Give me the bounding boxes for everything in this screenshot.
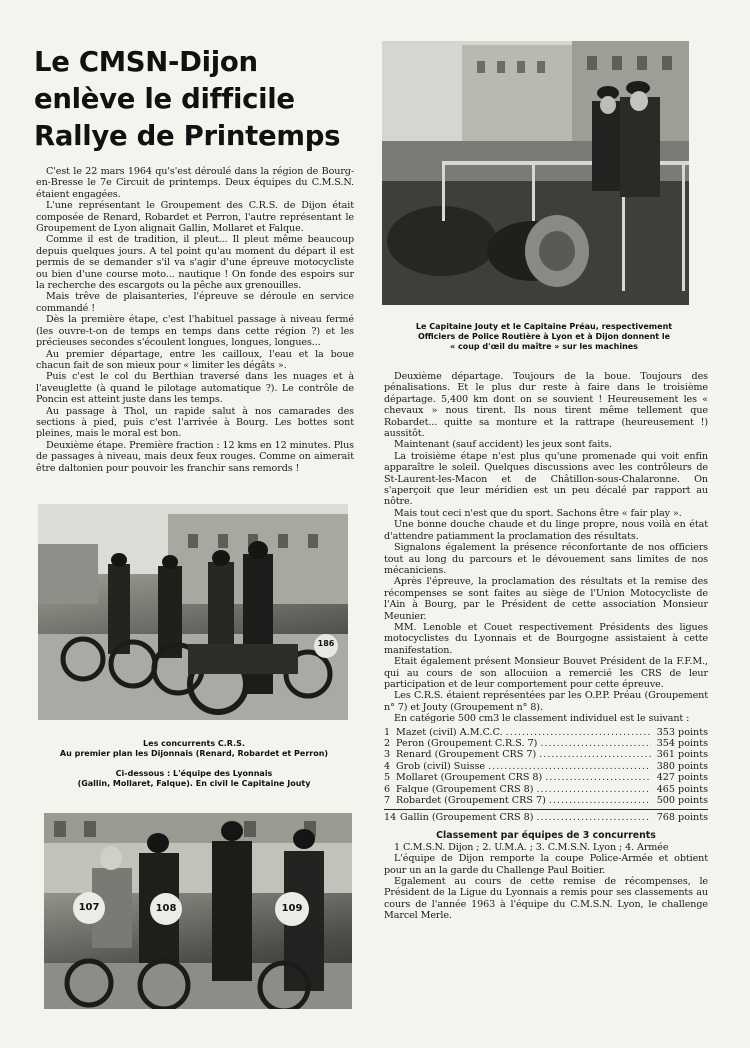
paragraph: Deuxième étape. Première fraction : 12 kms en 12 minutes. Plus de passages à niveau, mais deux feux rouges. Comme on aimerait être daltonien pour pouvoir les franchir sans remords ! [36,439,354,474]
rank-points: 353 points [656,726,708,738]
dot-leader [537,784,652,795]
rank-points: 500 points [656,795,708,807]
rank-position: 4 [384,760,391,772]
paragraph: Mais trêve de plaisanteries, l'épreuve se déroule en service commandé ! [36,291,354,314]
ranking-row [384,795,708,806]
rank-name: Peron (Groupement C.R.S. 7) [396,738,538,749]
rank-name: Grob (civil) Suisse [396,760,486,772]
paragraph: Une bonne douche chaude et du linge propre, nous voilà en état d'attendre patiamment la proclamation des résultats. [384,519,708,542]
dot-leader [536,812,651,823]
ranking-row [384,761,708,772]
rank-name: Robardet (Groupement CRS 7) [396,795,546,807]
paragraph: Maintenant (sauf accident) les jeux sont faits. [394,439,612,451]
rank-points: 427 points [656,772,708,784]
ranking-row [384,784,708,795]
photo-crs-riders [38,504,348,720]
paragraph: L'une représentant le Groupement des C.R.S. de Dijon était composée de Renard, Robardet et Perron, l'autre représentant le Groupement de Lyon alignait Gallin, Mollaret et Falque. [36,200,354,235]
rank-name: Mollaret (Groupement CRS 8) [396,772,543,784]
rank-points: 380 points [656,760,708,772]
rank-name: Mazet (civil) A.M.C.C. [396,726,503,738]
caption-line: « coup d'œil du maître » sur les machines [450,342,638,351]
rank-position: 3 [384,749,391,761]
paragraph: Comme il est de tradition, il pleut... Il pleut même beaucoup depuis quelques jours. A tel point qu'au moment du départ il est permis de se demander s'il va s'agir d'une épreuve motocycliste ou bien d'une course moto... nautique ! On fonde des espoirs sur la recherche des escargots ou la pêche aux grenouilles. [36,234,354,292]
team-ranking-heading: Classement par équipes de 3 concurrents [436,829,656,841]
left-column-text [36,166,354,474]
individual-ranking [384,727,708,824]
rank-points: 465 points [656,783,708,795]
rank-name: Renard (Groupement CRS 7) [396,749,537,761]
race-number-plate: 186 [317,639,335,648]
race-number-plate: 109 [281,903,303,914]
caption-line: Ci-dessous : L'équipe des Lyonnais [115,769,273,778]
title-line-1: Le CMSN-Dijon [34,46,258,78]
photo-officers-inspection [382,41,689,305]
dot-leader [539,749,651,760]
rank-name: Falque (Groupement CRS 8) [396,783,534,795]
rank-points: 768 points [656,812,708,824]
paragraph: MM. Lenoble et Couet respectivement Présidents des ligues motocyclistes du Lyonnais et de Bourgogne assistaient à cette manifestation. [384,621,708,656]
paragraph: Au passage à Thol, un rapide salut à nos camarades des sections à pied, puis c'est l'arrivée à Bourg. Les bottes sont pleines, mais le moral est bon. [36,405,354,440]
caption-line: Les concurrents C.R.S. [143,739,245,748]
title-line-2: enlève le difficile [34,83,295,115]
paragraph: En catégorie 500 cm3 le classement individuel est le suivant : [394,713,690,725]
paragraph: Après l'épreuve, la proclamation des résultats et la remise des récompenses se sont faites au siège de l'Union Motocycliste de l'Ain à Bourg, par le Président de cette association Monsieur Meunier. [384,576,708,622]
paragraph: Egalement au cours de cette remise de récompenses, le Président de la Ligue du Lyonnais a remis pour ses classements au cours de l'année 1963 à l'équipe du C.M.S.N. Lyon, le challenge Marcel Merle. [384,876,708,922]
paragraph: Dès la première étape, c'est l'habituel passage à niveau fermé (les ouvre-t-on de temps en temps dans cette région ?) et les précieuses secondes s'écoulent longues, longues, longues... [36,314,354,349]
paragraph: Mais tout ceci n'est que du sport. Sachons être « fair play ». [394,507,682,519]
rank-position: 2 [384,738,391,749]
dot-leader [549,795,651,806]
rank-position: 1 [384,726,391,738]
paragraph: Etait également présent Monsieur Bouvet Président de la F.F.M., qui au cours de son allocuion a remercié les CRS de leur participation et de leur comportement pour cette épreuve. [384,656,708,690]
race-number-plate: 108 [155,903,177,914]
ranking-row [384,812,708,823]
paragraph: Signalons également la présence réconfortante de nos officiers tout au long du parcours et le dévouement sans limites de nos mécaniciens. [384,542,708,576]
caption-line: (Gallin, Mollaret, Falque). En civil le Capitaine Jouty [77,779,311,788]
article-title [34,44,354,155]
caption-line: Au premier plan les Dijonnais (Renard, Robardet et Perron) [59,749,329,758]
caption-crs-riders [38,739,350,789]
photo-officers-drawing [382,41,689,305]
ranking-row [384,749,708,760]
paragraph: Puis c'est le col du Berthian traversé dans les nuages et à l'aveuglette (à quand le pilotage automatique ?). Le contrôle de Poncin est atteint juste dans les temps. [36,371,354,406]
paragraph: Au premier départage, entre les cailloux, l'eau et la boue chacun fait de son mieux pour « limiter les dégâts ». [36,348,354,371]
dot-leader [506,727,651,738]
paragraph: Deuxième départage. Toujours de la boue. Toujours des pénalisations. Et le plus dur reste à faire dans le troisième départage. 5,400 km dont on se souvient ! Heureusement les « chevaux » nous tirent. Ils nous tirent même tellement que Robardet... quitte sa monture et la rattrape (heureusement !) aussitôt. [384,371,708,440]
ranking-row [384,727,708,738]
paragraph: L'équipe de Dijon remporte la coupe Police-Armée et obtient pour un an la garde du Challenge Paul Boitier. [384,853,708,876]
caption-line: Le Capitaine Jouty et le Capitaine Préau, respectivement [415,322,673,331]
rank-position: 14 [384,812,397,824]
ranking-divider [384,809,708,810]
paragraph: Les C.R.S. étaient représentées par les O.P.P. Préau (Groupement n° 7) et Jouty (Groupement n° 8). [384,690,708,713]
title-line-3: Rallye de Printemps [34,120,341,152]
photo-riders-drawing [38,504,348,720]
rank-position: 7 [384,795,391,807]
caption-officers [382,322,706,352]
rank-points: 354 points [656,738,708,749]
dot-leader [488,761,651,772]
rank-points: 361 points [656,749,708,761]
dot-leader [540,738,651,749]
photo-lyon-team [44,813,352,1009]
caption-line: Officiers de Police Routière à Lyon et à Dijon donnent le [417,332,671,341]
paragraph: La troisième étape n'est plus qu'une promenade qui voit enfin apparaître le soleil. Quelques discussions avec les contrôleurs de St-Laurent-les-Macon et de Châtillon-sous-Chalaronne. On s'aperçoit que leur méridien est un peu décalé par rapport au nôtre. [384,450,708,508]
paragraph: C'est le 22 mars 1964 qu's'est déroulé dans la région de Bourg-en-Bresse le 7e Circuit de printemps. Deux équipes du C.M.S.N. étaient engagées. [36,166,354,200]
ranking-row [384,738,708,749]
dot-leader [545,772,651,783]
paragraph: 1 C.M.S.N. Dijon ; 2. U.M.A. ; 3. C.M.S.N. Lyon ; 4. Armée [394,841,669,853]
rank-position: 6 [384,783,391,795]
right-column-text [384,371,708,922]
rank-name: Gallin (Groupement CRS 8) [400,812,534,824]
ranking-row [384,772,708,783]
rank-position: 5 [384,772,391,784]
race-number-plate: 107 [78,902,100,913]
